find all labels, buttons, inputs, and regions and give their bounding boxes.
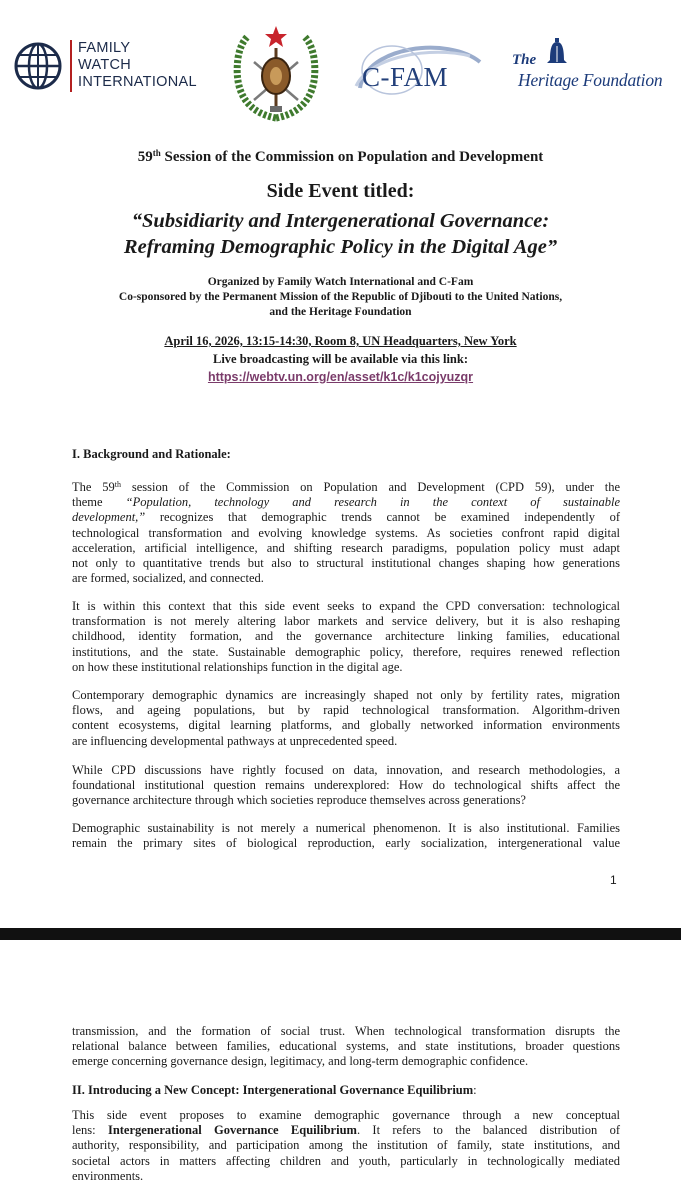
session-title (0, 148, 681, 166)
djibouti-emblem-logo (230, 22, 322, 122)
paragraph-line: not only to quantitative trends but also to structural institutional changes shaping how generations (72, 556, 620, 571)
fwi-line-3: INTERNATIONAL (78, 74, 197, 90)
heritage-foundation-logo (512, 38, 672, 100)
paragraph-line: transmission, and the formation of social trust. When technological transformation disrupts the (72, 1024, 620, 1038)
paragraph-line: foundational institutional question remains underexplored: How do technological shifts affect the (72, 778, 620, 793)
paragraph-line: authority, responsibility, and participation among the institution of family, state institutions, and (72, 1138, 620, 1153)
paragraph-line (72, 495, 620, 510)
paragraph-line: content ecosystems, digital learning platforms, and globally networked information environments (72, 718, 620, 733)
text-run: lens: (72, 1123, 108, 1138)
cosponsored-by-2: and the Heritage Foundation (269, 306, 412, 318)
event-title (0, 208, 681, 260)
organizers (0, 275, 681, 320)
section-2-heading-colon: : (473, 1083, 477, 1097)
section-1-paragraph-3 (72, 688, 620, 749)
paragraph-line: are influencing developmental pathways at unprecedented speed. (72, 733, 398, 748)
paragraph-line: technological transformation and evolving knowledge systems. As societies confront rapid digital (72, 525, 620, 540)
paragraph-line: flows, and ageing populations, but by rapid technological transformation. Algorithm-driven (72, 703, 620, 718)
section-1-paragraph-1 (72, 477, 620, 586)
text-run: theme (72, 495, 126, 510)
paragraph-line: on how these institutional relationships function in the digital age. (72, 659, 403, 674)
text-run: session of the Commission on Population and Development (CPD 59), under the (121, 480, 620, 494)
paragraph-line: Contemporary demographic dynamics are increasingly shaped not only by fertility rates, migration (72, 688, 620, 702)
paragraph-line: emerge concerning governance design, legitimacy, and long-term demographic confidence. (72, 1054, 529, 1069)
paragraph-line: environments. (72, 1168, 144, 1183)
heritage-name: Heritage Foundation (518, 70, 663, 90)
paragraph-line (72, 477, 620, 495)
broadcast-note: Live broadcasting will be available via this link: (212, 352, 468, 366)
heritage-the: The (512, 52, 537, 68)
paragraph-line (72, 1123, 620, 1138)
paragraph-line: societal actors in matters affecting children and youth, particularly in technologically mediated (72, 1153, 620, 1168)
section-1-paragraph-2 (72, 599, 620, 675)
section-1-paragraph-5 (72, 821, 620, 851)
paragraph-line: While CPD discussions have rightly focused on data, innovation, and research methodologies, a (72, 763, 620, 777)
paragraph-line: It is within this context that this side event seeks to expand the CPD conversation: technological (72, 599, 620, 613)
paragraph-line: remain the primary sites of biological reproduction, early socialization, intergenerational value (72, 836, 620, 851)
fwi-wordmark (78, 40, 197, 91)
concept-name: Intergenerational Governance Equilibrium (107, 1123, 357, 1138)
text-run: The 59 (72, 480, 115, 494)
page-2-paragraph-2 (72, 1108, 620, 1184)
logo-divider (70, 40, 72, 92)
paragraph-line: This side event proposes to examine demographic governance through a new conceptual (72, 1108, 620, 1122)
section-2-heading-text: II. Introducing a New Concept: Intergenerational Governance Equilibrium (72, 1083, 474, 1097)
paragraph-line: governance architecture through which societies reproduce themselves across generations? (72, 793, 526, 808)
page-2-paragraph-1 (72, 1024, 620, 1070)
text-run: recognizes that demographic trends cannot be examined independently of (145, 510, 620, 525)
organized-by: Organized by Family Watch International and C-Fam (207, 276, 474, 288)
date-location: April 16, 2026, 13:15-14:30, Room 8, UN Headquarters, New York (164, 334, 517, 348)
paragraph-line: childhood, identity formation, and the governance architecture linking families, educational (72, 629, 620, 644)
paragraph-line: are formed, socialized, and connected. (72, 571, 264, 586)
paragraph-line: Demographic sustainability is not merely a numerical phenomenon. It is also institutional. Families (72, 821, 620, 835)
document-page-2 (0, 940, 681, 1200)
section-1-heading: I. Background and Rationale: (72, 447, 231, 461)
event-title-line-1: “Subsidiarity and Intergenerational Governance: (131, 210, 550, 232)
text-run: . It refers to the balanced distribution of (356, 1123, 620, 1138)
session-number: 59 (137, 149, 153, 165)
theme-quote-end: development,” (72, 510, 146, 525)
cosponsored-by: Co-sponsored by the Permanent Mission of the Republic of Djibouti to the United Nations, (118, 291, 563, 303)
liberty-bell-icon (542, 38, 572, 68)
theme-quote: “Population, technology and research in the context of sustainable (125, 495, 620, 510)
paragraph-line: acceleration, artificial intelligence, and shifting research paradigms, population policy must adapt (72, 540, 620, 555)
text-superscript: th (114, 480, 121, 489)
section-1-paragraph-4 (72, 763, 620, 809)
side-event-label: Side Event titled: (266, 180, 415, 202)
paragraph-line: institutions, and the state. Sustainable demographic policy, therefore, requires renewed reflection (72, 644, 620, 659)
c-fam-wordmark: C-FAM (362, 62, 449, 92)
c-fam-logo (352, 40, 492, 98)
paragraph-line: transformation is not merely altering labor markets and service delivery, but it is also reshaping (72, 614, 620, 629)
page-break (0, 928, 681, 940)
globe-icon (12, 38, 68, 94)
session-rest: Session of the Commission on Population and Development (160, 149, 544, 165)
broadcast-link[interactable]: https://webtv.un.org/en/asset/k1c/k1cojyuzqr (207, 370, 474, 384)
section-2-heading (72, 1083, 477, 1098)
page-number: 1 (610, 873, 617, 887)
event-title-line-2: Reframing Demographic Policy in the Digital Age” (123, 236, 558, 258)
paragraph-line (72, 510, 620, 525)
fwi-line-1: FAMILY (78, 40, 131, 56)
paragraph-line: relational balance between families, educational systems, and state institutions, broader questions (72, 1039, 620, 1054)
session-suffix: th (152, 148, 161, 158)
family-watch-international-logo (12, 38, 212, 98)
fwi-line-2: WATCH (78, 57, 132, 73)
